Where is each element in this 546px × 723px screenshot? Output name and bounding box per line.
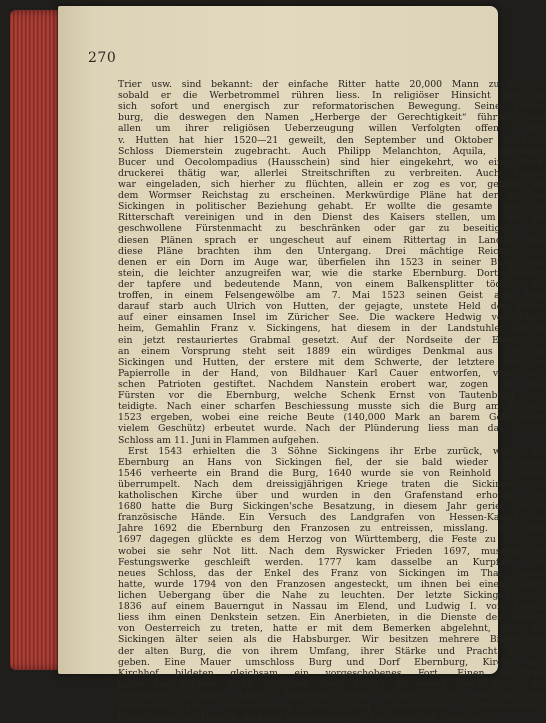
text-line: neues Schloss, das der Enkel des Franz von Sickingen im Thal gebaut (118, 567, 546, 579)
text-line: Jahre 1692 die Ebernburg den Franzosen zu entreissen, misslang. Im Jahre (118, 523, 546, 535)
text-line: troffen, in einem Felsengewölbe am 7. Mai 1523 seinen Geist aus. Bald (118, 290, 546, 302)
text-line: Bucer und Oecolompadius (Hausschein) sind hier eingekehrt, wo eine Buch- (118, 156, 546, 168)
text-line: Sickingen in politischer Beziehung gehabt. Er wollte die gesamte deutsche (118, 201, 546, 213)
text-line: der tapfere und bedeutende Mann, von einem Balkensplitter tödlich ge- (118, 278, 546, 290)
text-line: diesen Plänen sprach er ungescheut auf einem Rittertag in Landau, und (118, 234, 546, 246)
text-line: Schloss Diemerstein zugebracht. Auch Philipp Melanchton, Aquila, Schwebel, (118, 145, 546, 157)
text-line: lichen Uebergang über die Nahe zu leuchten. Der letzte Sickingen starb (118, 590, 546, 602)
text-line: teidigte. Nach einer scharfen Beschiessung musste sich die Burg am 6. Juni (118, 401, 546, 413)
text-line: Ritterschaft vereinigen und in den Dienst des Kaisers stellen, um die an- (118, 212, 546, 224)
book-page (58, 6, 546, 723)
text-line: Neubauten „könnten keinen Anspruch darauf erheben, auch nur im ent- (118, 690, 546, 702)
text-line: dem Wormser Reichstag zu erscheinen. Merkwürdige Pläne hat der rastlose (118, 190, 546, 202)
text-line: diese Pläne brachten ihm den Untergang. Drei mächtige Reichsfürsten, (118, 245, 546, 257)
text-line: Sickingen und Hutten, der erstere mit dem Schwerte, der letztere mit der (118, 356, 546, 368)
text-line: schen Patrioten gestiftet. Nachdem Nanstein erobert war, zogen die drei (118, 378, 546, 390)
text-line: an einem Vorsprung steht seit 1889 ein würdiges Denkmal aus Erz für (118, 345, 546, 357)
text-line: von Oesterreich zu treten, hatte er mit dem Bemerken abgelehnt, dass die (118, 623, 546, 635)
text-line: war eingeladen, sich hierher zu flüchten, allein er zog es vor, getrost auf (118, 178, 546, 190)
text-line: wobei sie sehr Not litt. Nach dem Ryswicker Frieden 1697, mussten die (118, 545, 546, 557)
text-line: stein, die leichter anzugreifen war, wie die starke Ebernburg. Dort hauchte (118, 267, 546, 279)
page-text-body (118, 79, 546, 723)
text-line: Sickingen älter seien als die Habsburger. Wir besitzen mehrere Bilder von (118, 634, 546, 646)
text-line: hatte, wurde 1794 von den Franzosen angesteckt, um ihnen bei einem nächt- (118, 578, 546, 590)
text-line: katholischen Kirche über und wurden in den Grafenstand erhoben. Bis (118, 490, 546, 502)
text-line: Kirchhof bildeten gleichsam ein vorgeschobenes Fort. Einen Bergfried (118, 667, 546, 679)
text-line: v. Hutten hat hier 1520—21 geweilt, den September und Oktober 1521 in (118, 134, 546, 146)
text-line: druckerei thätig war, allerlei Streitschriften zu verbreiten. Auch Luther (118, 167, 546, 179)
text-line: ein jetzt restauriertes Grabmal gesetzt. Auf der Nordseite der Ebernburg, (118, 334, 546, 346)
text-line: geschwollene Fürstenmacht zu beschränken oder gar zu beseitigen. Von (118, 223, 546, 235)
text-line: 1546 verheerte ein Brand die Burg, 1640 wurde sie von Reinhold v. Rosen (118, 467, 546, 479)
text-line: Fürsten vor die Ebernburg, welche Schenk Ernst von Tautenburg ver- (118, 390, 546, 402)
text-line: sobald er die Werbetrommel rühren liess. In religiöser Hinsicht hielt er (118, 90, 546, 102)
text-line: Trier usw. sind bekannt: der einfache Ritter hatte 20,000 Mann zu Gebote, (118, 79, 546, 90)
text-line: denen er ein Dorn im Auge war, überfielen ihn 1523 in seiner Burg Nan- (118, 256, 546, 268)
text-line: auf einer einsamen Insel im Züricher See. Die wackere Hedwig von Flörs- (118, 312, 546, 324)
text-line: der alten Burg, die von ihrem Umfang, ihrer Stärke und Pracht Zeugnis (118, 645, 546, 657)
text-line: burg, die deswegen den Namen „Herberge der Gerechtigkeit“ führte, stand (118, 112, 546, 124)
text-line: liess ihm einen Denkstein setzen. Ein Anerbieten, in die Dienste des Kaisers (118, 612, 546, 624)
text-line: 1697 dagegen glückte es dem Herzog von Württemberg, die Feste zu stürmen, (118, 534, 546, 546)
text-line: geben. Eine Mauer umschloss Burg und Dorf Ebernburg, Kirche und (118, 656, 546, 668)
text-line: 1836 auf einem Bauerngut in Nassau im Elend, und Ludwig I. von Bayern (118, 601, 546, 613)
text-line: 1680 hatte die Burg Sickingen'sche Besatzung, in diesem Jahr geriet sie in (118, 501, 546, 513)
text-line: französische Hände. Ein Versuch des Landgrafen von Hessen-Kassel, im (118, 512, 546, 524)
text-line: Ebernburg an Hans von Sickingen fiel, der sie bald wieder aufbaute. (118, 456, 546, 468)
text-line: sich sofort und energisch zur reformatorischen Bewegung. Seine Ebern- (118, 101, 546, 113)
text-line: ferntesten eine Restaurierung der Burg vorzustellen.“ (Baudenkmale) (118, 701, 546, 713)
text-line: Erst 1543 erhielten die 3 Söhne Sickingens ihr Erbe zurück, wobei die (128, 445, 546, 457)
page-number: 270 (88, 50, 117, 66)
text-line: heim, Gemahlin Franz v. Sickingens, hat diesem in der Landstuhler Kirche (118, 323, 546, 335)
text-line: darauf starb auch Ulrich von Hutten, der gejagte, unstete Held der Feder, (118, 301, 546, 313)
text-line: Papierrolle in der Hand, von Bildhauer Karl Cauer entworfen, von deut- (118, 367, 546, 379)
text-line: vielem Geschütz) erbeutet wurde. Nach der Plünderung liess man das schöne (118, 423, 546, 435)
text-line: allen um ihrer religiösen Ueberzeugung willen Verfolgten offen. Ulrich (118, 123, 546, 135)
text-line: Festungswerke geschleift werden. 1777 kam dasselbe an Kurpfalz. Ein (118, 556, 546, 568)
text-line: hatte das Schloss nicht. Von der alten Pracht ist wenig mehr übrig, die (118, 678, 546, 690)
text-line: Schloss am 11. Juni in Flammen aufgehen. (118, 434, 320, 446)
text-line: überrumpelt. Nach dem dreissigjährigen Kriege traten die Sickinger zur (118, 478, 546, 490)
text-line: Einige gewaltige Mauern, mehrere halbabgetragene Bastionen, ein Ueberrest (118, 712, 488, 723)
text-line: 1523 ergeben, wobei eine reiche Beute (140,000 Mark an barem Geld nebst (118, 412, 546, 424)
